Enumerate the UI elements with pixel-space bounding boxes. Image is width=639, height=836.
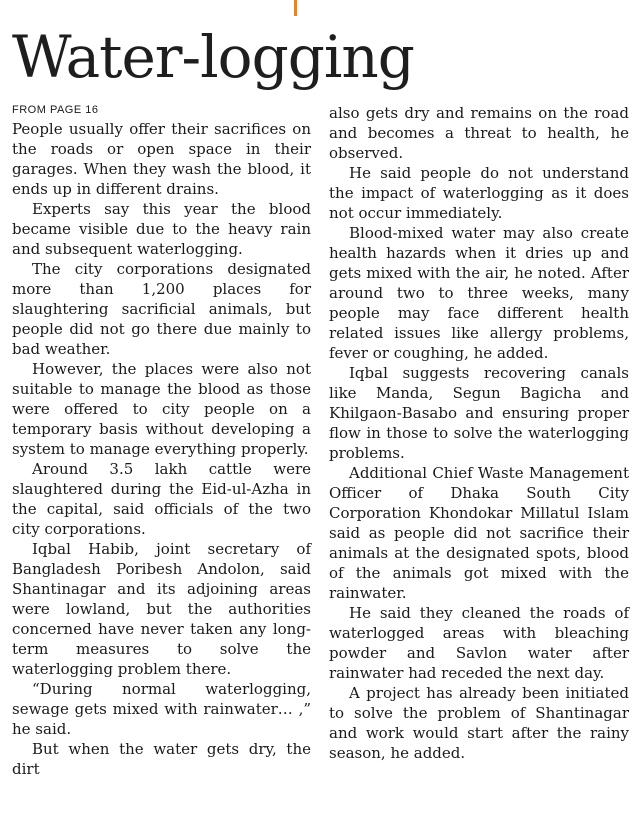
article-paragraph: The city corporations designated more than 1,200 places for slaughtering sacrificial animals, but people did not go there due mainly to bad weather. <box>12 260 311 358</box>
article-paragraph: He said they cleaned the roads of waterlogged areas with bleaching powder and Savlon water after rainwater had receded the next day. <box>329 604 629 682</box>
article-paragraph: Iqbal Habib, joint secretary of Bangladesh Poribesh Andolon, said Shantinagar and its adjoining areas were lowland, but the authorities concerned have never taken any long-term measures to solve the waterlogging problem there. <box>12 540 311 678</box>
page-edge-marker <box>294 0 297 16</box>
article-paragraph: also gets dry and remains on the road and becomes a threat to health, he observed. <box>329 104 629 162</box>
article-paragraph: Experts say this year the blood became visible due to the heavy rain and subsequent waterlogging. <box>12 200 311 258</box>
continued-from-label: FROM PAGE 16 <box>12 104 99 116</box>
article-paragraph: People usually offer their sacrifices on the roads or open space in their garages. When they wash the blood, it ends up in different drains. <box>12 120 311 198</box>
article-paragraph: Blood-mixed water may also create health hazards when it dries up and gets mixed with the air, he noted. After around two to three weeks, many people may face different health related issues like allergy problems, fever or coughing, he added. <box>329 224 629 362</box>
article-paragraph: He said people do not understand the impact of waterlogging as it does not occur immediately. <box>329 164 629 222</box>
article-paragraph: Around 3.5 lakh cattle were slaughtered during the Eid-ul-Azha in the capital, said officials of the two city corporations. <box>12 460 311 538</box>
article-paragraph: However, the places were also not suitable to manage the blood as those were offered to city people on a temporary basis without developing a system to manage everything properly. <box>12 360 311 458</box>
article-column-right <box>329 103 629 763</box>
article-paragraph: Iqbal suggests recovering canals like Manda, Segun Bagicha and Khilgaon-Basabo and ensuring proper flow in those to solve the waterlogging problems. <box>329 364 629 462</box>
article-paragraph: “During normal waterlogging, sewage gets mixed with rainwater… ,” he said. <box>12 680 311 738</box>
article-paragraph: But when the water gets dry, the dirt <box>12 740 311 778</box>
headline: Water-logging <box>12 23 414 91</box>
article-paragraph: Additional Chief Waste Management Officer of Dhaka South City Corporation Khondokar Millatul Islam said as people did not sacrifice their animals at the designated spots, blood of the animals got mixed with the rainwater. <box>329 464 629 602</box>
article-column-left <box>12 103 311 779</box>
article-paragraph: A project has already been initiated to solve the problem of Shantinagar and work would start after the rainy season, he added. <box>329 684 629 762</box>
